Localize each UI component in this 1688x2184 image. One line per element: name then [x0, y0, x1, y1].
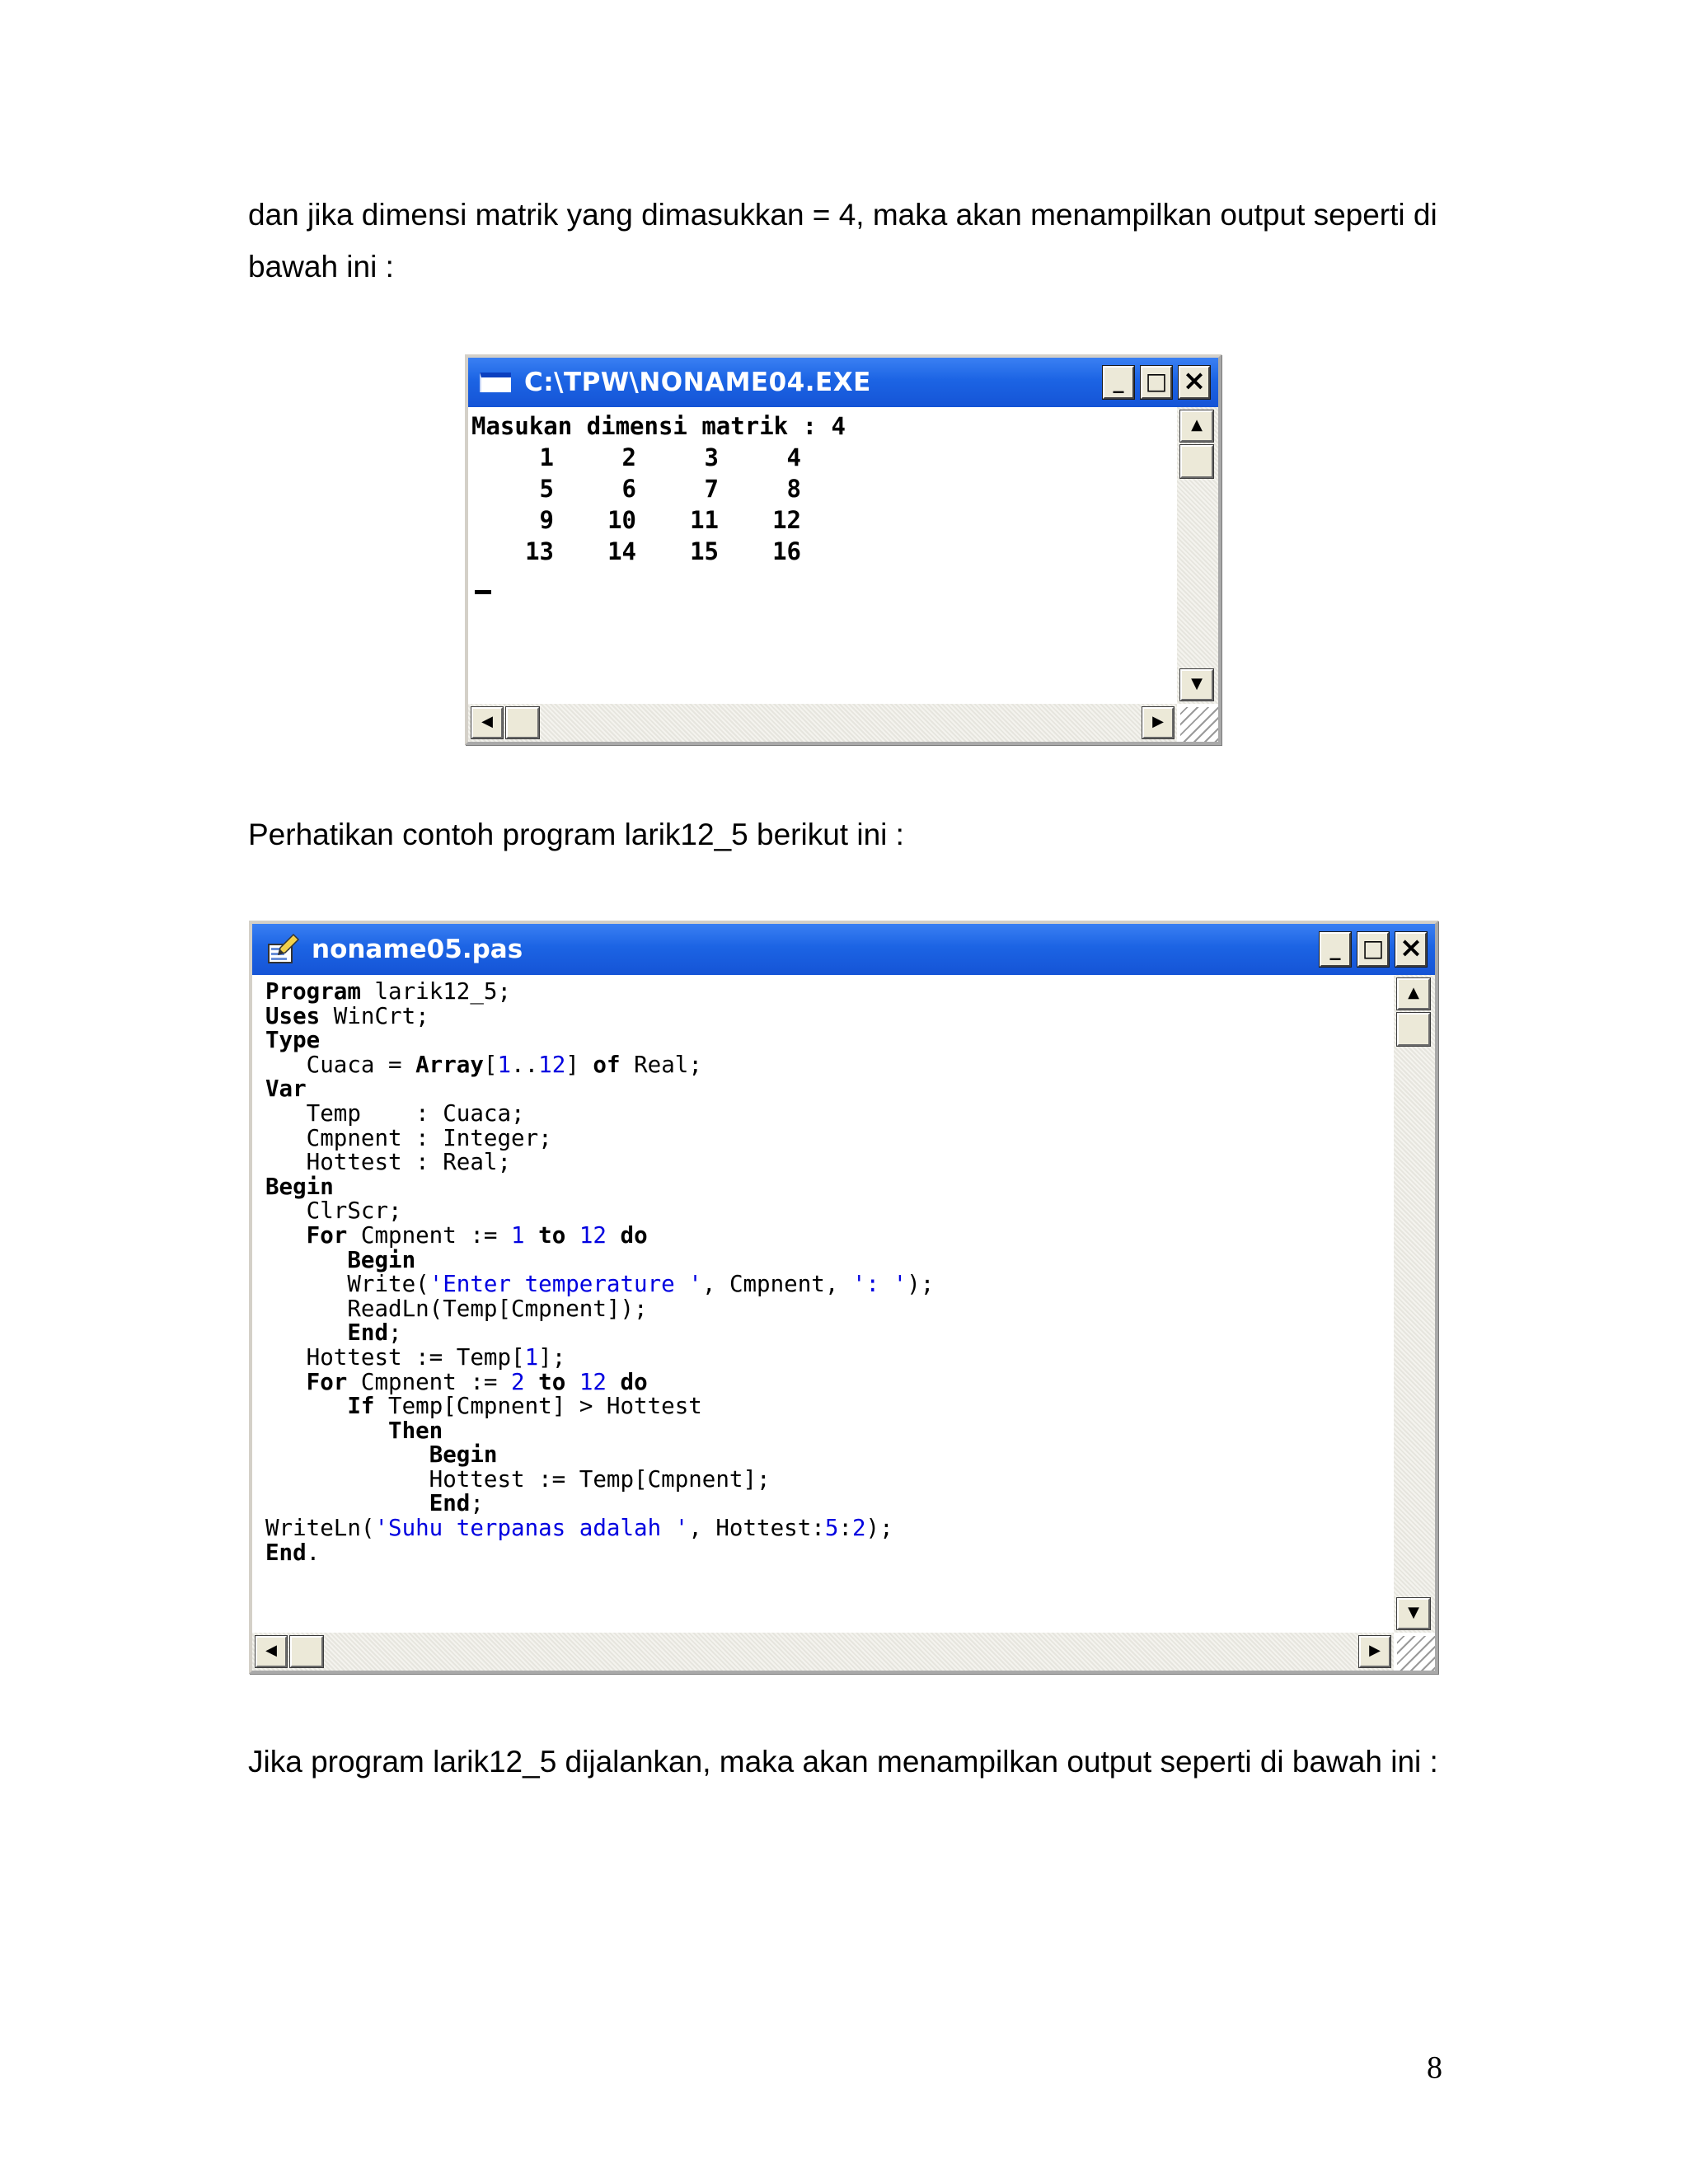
- code-line[interactable]: [265, 1029, 1394, 1053]
- console-output: [468, 407, 1177, 704]
- code-line[interactable]: [265, 1099, 1394, 1127]
- scroll-right-arrow-icon[interactable]: ▶: [1359, 1636, 1390, 1667]
- console-window-icon: [480, 373, 511, 392]
- code-editor-area[interactable]: [252, 975, 1394, 1633]
- vertical-scroll-thumb[interactable]: [1180, 445, 1213, 478]
- matrix-cell: 6: [621, 475, 636, 503]
- code-text: [565, 1222, 579, 1249]
- code-number: 12: [579, 1221, 607, 1249]
- matrix-cell: 11: [690, 506, 719, 534]
- code-line[interactable]: [265, 1297, 1394, 1322]
- scroll-left-arrow-icon[interactable]: ◀: [471, 707, 503, 738]
- code-keyword: If: [347, 1393, 375, 1420]
- minimize-button[interactable]: _: [1103, 366, 1134, 399]
- code-line[interactable]: [265, 1394, 1394, 1419]
- horizontal-scrollbar[interactable]: [468, 704, 1177, 742]
- code-text: Temp[Cmpnent] > Hottest: [374, 1393, 702, 1420]
- code-text: Cmpnent :=: [347, 1368, 512, 1395]
- matrix-cell: 7: [704, 475, 719, 503]
- code-text: Write(: [265, 1271, 429, 1298]
- code-text: Temp : Cuaca;: [265, 1099, 525, 1127]
- matrix-cell: 4: [786, 443, 801, 471]
- scroll-up-arrow-icon[interactable]: ▲: [1180, 410, 1213, 442]
- console-prompt-line: Masukan dimensi matrik : 4: [471, 412, 846, 440]
- code-line[interactable]: [265, 1443, 1394, 1468]
- program-intro-paragraph: Perhatikan contoh program larik12_5 berikut ini :: [248, 818, 904, 851]
- code-text: :: [838, 1515, 852, 1542]
- code-text: Real;: [620, 1051, 702, 1078]
- code-keyword: to: [538, 1368, 566, 1395]
- code-text: larik12_5;: [360, 978, 512, 1005]
- code-keyword: of: [593, 1051, 621, 1078]
- matrix-row: [471, 473, 1177, 504]
- code-text: Hottest := Temp[Cmpnent];: [265, 1465, 771, 1493]
- vertical-scrollbar[interactable]: [1177, 407, 1218, 704]
- code-text: Cmpnent :=: [347, 1221, 512, 1249]
- code-line[interactable]: [265, 1343, 1394, 1371]
- code-text: ]: [565, 1051, 593, 1078]
- matrix-cell: 13: [525, 537, 554, 565]
- console-window-title: C:\TPW\NONAME04.EXE: [524, 368, 871, 397]
- code-text: [265, 1490, 429, 1516]
- code-text: [265, 1418, 388, 1444]
- maximize-button[interactable]: □: [1141, 366, 1172, 399]
- code-keyword: End: [347, 1319, 389, 1347]
- matrix-row: [471, 442, 1177, 473]
- code-line[interactable]: [265, 1541, 1394, 1566]
- code-line[interactable]: [265, 1175, 1394, 1200]
- matrix-cell: 5: [539, 475, 554, 503]
- code-line[interactable]: [265, 1221, 1394, 1249]
- console-titlebar[interactable]: [468, 358, 1218, 407]
- run-intro-paragraph: Jika program larik12_5 dijalankan, maka akan menampilkan output seperti di bawah ini :: [248, 1745, 1438, 1779]
- code-text: Cuaca =: [265, 1051, 416, 1078]
- code-text: ReadLn(Temp[Cmpnent]);: [265, 1295, 648, 1322]
- horizontal-scrollbar[interactable]: [252, 1633, 1394, 1671]
- code-text: Hottest := Temp[: [265, 1343, 525, 1371]
- pascal-file-icon: [264, 931, 300, 968]
- close-button[interactable]: ×: [1179, 366, 1210, 399]
- matrix-row: [471, 536, 1177, 567]
- code-number: 12: [579, 1368, 607, 1395]
- matrix-cell: 12: [772, 506, 801, 534]
- code-line[interactable]: [265, 1124, 1394, 1151]
- minimize-button[interactable]: _: [1320, 932, 1351, 967]
- code-keyword: Begin: [347, 1246, 416, 1273]
- resize-grip-icon[interactable]: [1180, 707, 1218, 742]
- code-text: ;: [470, 1490, 484, 1517]
- code-text: ClrScr;: [265, 1197, 402, 1225]
- matrix-cell: 2: [621, 443, 636, 471]
- code-line[interactable]: [265, 1151, 1394, 1175]
- resize-grip-icon[interactable]: [1397, 1636, 1435, 1671]
- code-number: 2: [511, 1368, 525, 1395]
- code-text: WinCrt;: [320, 1002, 429, 1029]
- code-keyword: Program: [265, 978, 361, 1005]
- code-keyword: For: [306, 1221, 348, 1249]
- code-text: ;: [388, 1319, 402, 1347]
- scroll-down-arrow-icon[interactable]: ▼: [1397, 1598, 1430, 1629]
- code-line[interactable]: [265, 980, 1394, 1005]
- code-keyword: For: [306, 1368, 348, 1395]
- code-text: );: [865, 1515, 893, 1542]
- code-text: [: [483, 1051, 498, 1078]
- code-keyword: End: [265, 1539, 307, 1566]
- code-text: [607, 1369, 621, 1395]
- code-text: [265, 1247, 347, 1273]
- code-text: Hottest : Real;: [265, 1149, 512, 1176]
- code-text: [265, 1319, 347, 1346]
- scroll-left-arrow-icon[interactable]: ◀: [256, 1636, 287, 1667]
- scroll-right-arrow-icon[interactable]: ▶: [1142, 707, 1174, 738]
- code-keyword: Begin: [429, 1441, 498, 1469]
- scroll-up-arrow-icon[interactable]: ▲: [1397, 978, 1430, 1010]
- scroll-down-arrow-icon[interactable]: ▼: [1180, 669, 1213, 701]
- editor-window: [249, 921, 1438, 1674]
- editor-titlebar[interactable]: [252, 924, 1435, 975]
- code-line[interactable]: [265, 1516, 1394, 1541]
- code-keyword: Begin: [265, 1173, 334, 1200]
- code-number: 2: [851, 1515, 866, 1542]
- code-number: 1: [497, 1051, 512, 1078]
- code-text: [265, 1441, 429, 1468]
- code-text: Cmpnent : Integer;: [265, 1124, 552, 1151]
- code-line[interactable]: [265, 1077, 1394, 1102]
- code-string: ': ': [851, 1271, 907, 1298]
- code-string: 'Suhu terpanas adalah ': [374, 1515, 689, 1542]
- intro-line-1: dan jika dimensi matrik yang dimasukkan = 4, maka akan menampilkan output seperti di: [248, 198, 1437, 232]
- matrix-cell: 8: [786, 475, 801, 503]
- matrix-cell: 9: [539, 506, 554, 534]
- intro-line-2: bawah ini :: [248, 250, 394, 284]
- code-text: [525, 1222, 539, 1249]
- code-keyword: End: [429, 1490, 471, 1517]
- code-line[interactable]: [265, 1246, 1394, 1273]
- code-line[interactable]: [265, 1465, 1394, 1493]
- code-line[interactable]: [265, 1002, 1394, 1029]
- code-text: WriteLn(: [265, 1515, 375, 1542]
- code-text: [265, 1369, 307, 1395]
- code-line[interactable]: [265, 1053, 1394, 1078]
- code-number: 5: [824, 1515, 839, 1542]
- code-text: [525, 1369, 539, 1395]
- code-keyword: Var: [265, 1076, 307, 1103]
- matrix-cell: 16: [772, 537, 801, 565]
- code-text: [265, 1222, 307, 1249]
- code-keyword: Then: [388, 1417, 443, 1444]
- horizontal-scroll-thumb[interactable]: [290, 1636, 323, 1667]
- code-line[interactable]: [265, 1368, 1394, 1395]
- code-text: [607, 1222, 621, 1249]
- maximize-button[interactable]: □: [1357, 932, 1389, 967]
- code-text: ];: [538, 1343, 566, 1371]
- code-number: 1: [524, 1343, 539, 1371]
- code-text: [265, 1393, 347, 1419]
- code-number: 12: [538, 1051, 566, 1078]
- vertical-scroll-thumb[interactable]: [1397, 1013, 1430, 1046]
- matrix-cell: 14: [607, 537, 636, 565]
- code-text: .: [306, 1539, 321, 1566]
- code-line[interactable]: [265, 1321, 1394, 1346]
- code-keyword: Type: [265, 1027, 321, 1054]
- matrix-cell: 3: [704, 443, 719, 471]
- matrix-cell: 10: [607, 506, 636, 534]
- code-keyword: Uses: [265, 1002, 321, 1029]
- code-string: 'Enter temperature ': [429, 1271, 702, 1298]
- code-text: );: [907, 1271, 935, 1298]
- code-line[interactable]: [265, 1199, 1394, 1224]
- code-keyword: to: [538, 1221, 566, 1249]
- code-line[interactable]: [265, 1272, 1394, 1297]
- code-line[interactable]: [265, 1419, 1394, 1444]
- editor-window-title: noname05.pas: [312, 935, 523, 964]
- code-text: [565, 1369, 579, 1395]
- console-window: [465, 354, 1221, 745]
- matrix-cell: 15: [690, 537, 719, 565]
- vertical-scrollbar[interactable]: [1394, 975, 1435, 1633]
- code-line[interactable]: [265, 1492, 1394, 1516]
- matrix-cell: 1: [539, 443, 554, 471]
- horizontal-scroll-thumb[interactable]: [506, 707, 539, 738]
- code-number: 1: [511, 1221, 525, 1249]
- code-keyword: Array: [415, 1051, 484, 1078]
- matrix-row: [471, 504, 1177, 536]
- page-number: 8: [1427, 2050, 1442, 2085]
- source-code[interactable]: [252, 975, 1394, 1565]
- code-text: , Hottest:: [688, 1515, 825, 1542]
- code-text: ..: [511, 1051, 539, 1078]
- matrix-output: [471, 442, 1177, 567]
- code-keyword: do: [620, 1221, 648, 1249]
- code-text: , Cmpnent,: [701, 1271, 852, 1298]
- close-button[interactable]: ×: [1395, 932, 1427, 967]
- text-cursor: [475, 590, 491, 594]
- code-keyword: do: [620, 1368, 648, 1395]
- intro-paragraph: [248, 189, 1443, 293]
